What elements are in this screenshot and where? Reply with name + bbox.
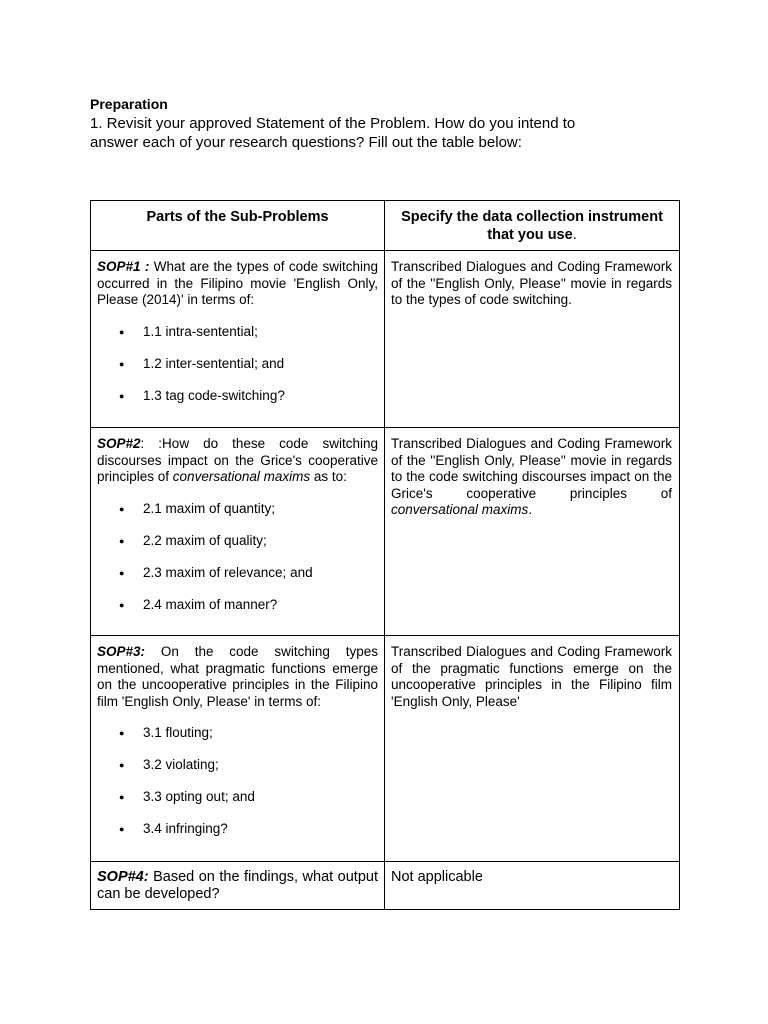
sop3-list	[97, 725, 378, 837]
instruction-text: 1. Revisit your approved Statement of the Problem. How do you intend to answer each of your research questions? Fill out the table below:	[90, 115, 576, 151]
sop-label: SOP#2	[97, 436, 141, 451]
table-header-row	[91, 201, 680, 251]
list-item: ● 3.1 flouting;	[97, 725, 378, 741]
sop-label: SOP#1 :	[97, 259, 150, 274]
sop-question: Based on the findings, what output can be developed?	[97, 869, 378, 902]
list-item: ● 3.4 infringing?	[97, 821, 378, 837]
sop-label: SOP#4:	[97, 869, 149, 885]
sop-question: : :How do these code switching discourses impact on the Grice's cooperative principles of	[97, 436, 378, 484]
list-item: ● 3.3 opting out; and	[97, 789, 378, 805]
sop3-cell	[91, 636, 385, 862]
list-item: ● 2.4 maxim of manner?	[97, 597, 378, 613]
sop-question: On the code switching types mentioned, what pragmatic functions emerge on the uncooperative principles in the Filipino film 'English Only, Please' in terms of:	[97, 644, 378, 709]
sop4-cell	[91, 862, 385, 910]
sop1-instrument: Transcribed Dialogues and Coding Framework of the ''English Only, Please'' movie in regards to the types of code switching.	[385, 251, 680, 428]
list-item: ● 2.2 maxim of quality;	[97, 533, 378, 549]
table-row	[91, 251, 680, 428]
list-item: ● 2.3 maxim of relevance; and	[97, 565, 378, 581]
sop-question: What are the types of code switching occurred in the Filipino movie 'English Only, Please (2014)' in terms of:	[97, 259, 378, 307]
sop2-list	[97, 501, 378, 613]
sop-question-emphasis: conversational maxims	[172, 469, 311, 484]
sop4-instrument: Not applicable	[385, 862, 680, 910]
sop3-instrument: Transcribed Dialogues and Coding Framework of the pragmatic functions emerge on the uncooperative principles in the Filipino film 'English Only, Please'	[385, 636, 680, 862]
sop-table	[90, 200, 680, 910]
list-item: ● 3.2 violating;	[97, 757, 378, 773]
document-body	[90, 95, 680, 152]
header-parts-of-sub-problems: Parts of the Sub-Problems	[91, 201, 385, 251]
list-item: ● 2.1 maxim of quantity;	[97, 501, 378, 517]
list-item: ● 1.1 intra-sentential;	[97, 324, 378, 340]
table-row	[91, 636, 680, 862]
sop2-cell	[91, 428, 385, 636]
header-data-collection-instrument: Specify the data collection instrument that you use.	[385, 201, 680, 251]
sop1-list	[97, 324, 378, 404]
table-row	[91, 862, 680, 910]
sop2-instrument: Transcribed Dialogues and Coding Framework of the ''English Only, Please'' movie in regards to the code switching discourses impact on the Grice's cooperative principles of conversational maxims.	[385, 428, 680, 636]
table-row	[91, 428, 680, 636]
sop-question-end: as to:	[310, 469, 347, 484]
sop-label: SOP#3:	[97, 644, 146, 659]
sop1-cell	[91, 251, 385, 428]
list-item: ● 1.2 inter-sentential; and	[97, 356, 378, 372]
section-heading: Preparation	[90, 96, 168, 112]
list-item: ● 1.3 tag code-switching?	[97, 388, 378, 404]
